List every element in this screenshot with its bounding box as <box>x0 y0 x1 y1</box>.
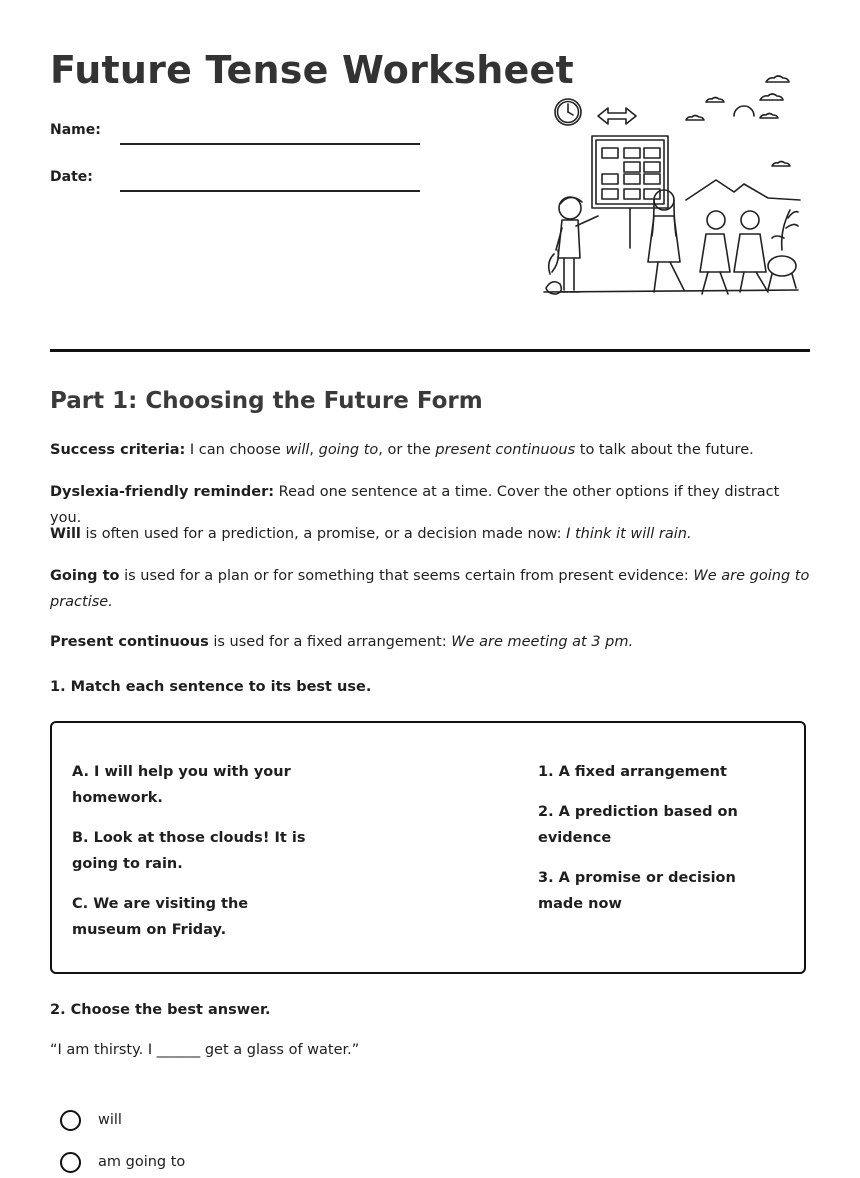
clouds-icon <box>686 76 790 166</box>
option-label: will <box>98 1112 122 1128</box>
uses-column <box>538 759 783 931</box>
present-continuous-example: We are meeting at 3 pm. <box>451 634 634 650</box>
section-heading: Part 1: Choosing the Future Form <box>50 388 483 414</box>
sentences-column <box>72 759 317 957</box>
plant-icon <box>768 210 798 290</box>
name-label: Name: <box>50 122 101 138</box>
present-continuous-rule <box>50 629 810 655</box>
children-calendar-illustration <box>536 68 806 308</box>
option-label: am going to <box>98 1154 186 1170</box>
page-title: Future Tense Worksheet <box>50 48 574 92</box>
girl-figure-2 <box>700 211 730 294</box>
going-to-text: is used for a plan or for something that seems certain from present evidence: <box>119 568 694 584</box>
question-1-prompt: 1. Match each sentence to its best use. <box>50 679 372 695</box>
success-criteria <box>50 437 810 463</box>
match-use-3[interactable]: 3. A promise or decision made now <box>538 870 736 912</box>
match-sentence-c[interactable]: C. We are visiting the museum on Friday. <box>72 896 249 938</box>
calendar-board <box>592 136 668 248</box>
dyslexia-text: Read one sentence at a time. Cover the other options if they distract you. <box>50 484 780 526</box>
question-2-prompt: 2. Choose the best answer. <box>50 1002 271 1018</box>
double-arrow-icon <box>598 108 636 124</box>
going-to-example: We are going to practise. <box>50 568 810 610</box>
radio-circle[interactable] <box>60 1152 81 1173</box>
success-text-3: , or the <box>378 442 436 458</box>
success-text-2: , <box>309 442 319 458</box>
match-use-1[interactable]: 1. A fixed arrangement <box>538 764 727 780</box>
success-emph-1: will <box>285 442 310 458</box>
answer-option-going-to[interactable] <box>60 1152 260 1178</box>
question-2-sentence: “I am thirsty. I ______ get a glass of water.” <box>50 1042 360 1058</box>
date-line[interactable] <box>120 190 420 192</box>
match-use-2[interactable]: 2. A prediction based on evidence <box>538 804 738 846</box>
answer-option-will[interactable] <box>60 1110 260 1136</box>
name-line[interactable] <box>120 143 420 145</box>
clock-icon <box>555 99 581 125</box>
going-to-rule <box>50 563 810 615</box>
date-field[interactable] <box>50 169 420 199</box>
will-rule <box>50 521 810 547</box>
divider-rule <box>50 349 810 352</box>
sun-icon <box>734 106 754 116</box>
boy-figure <box>556 197 598 292</box>
match-sentence-b[interactable]: B. Look at those clouds! It is going to rain. <box>72 830 306 872</box>
will-label: Will <box>50 526 81 542</box>
present-continuous-text: is used for a fixed arrangement: <box>208 634 452 650</box>
success-text-4: to talk about the future. <box>575 442 754 458</box>
radio-circle[interactable] <box>60 1110 81 1131</box>
success-label: Success criteria: <box>50 442 186 458</box>
will-text: is often used for a prediction, a promise, or a decision made now: <box>80 526 567 542</box>
success-emph-2: going to <box>318 442 379 458</box>
girl-figure-3 <box>734 211 768 292</box>
match-sentence-a[interactable]: A. I will help you with your homework. <box>72 764 291 806</box>
date-label: Date: <box>50 169 93 185</box>
matching-box <box>50 721 806 974</box>
success-text-1: I can choose <box>185 442 286 458</box>
name-field[interactable] <box>50 122 420 152</box>
girl-figure-1 <box>648 190 684 292</box>
success-emph-3: present continuous <box>435 442 576 458</box>
dyslexia-label: Dyslexia-friendly reminder: <box>50 484 275 500</box>
will-example: I think it will rain. <box>566 526 692 542</box>
going-to-label: Going to <box>50 568 120 584</box>
mountains <box>686 180 800 200</box>
present-continuous-label: Present continuous <box>50 634 209 650</box>
